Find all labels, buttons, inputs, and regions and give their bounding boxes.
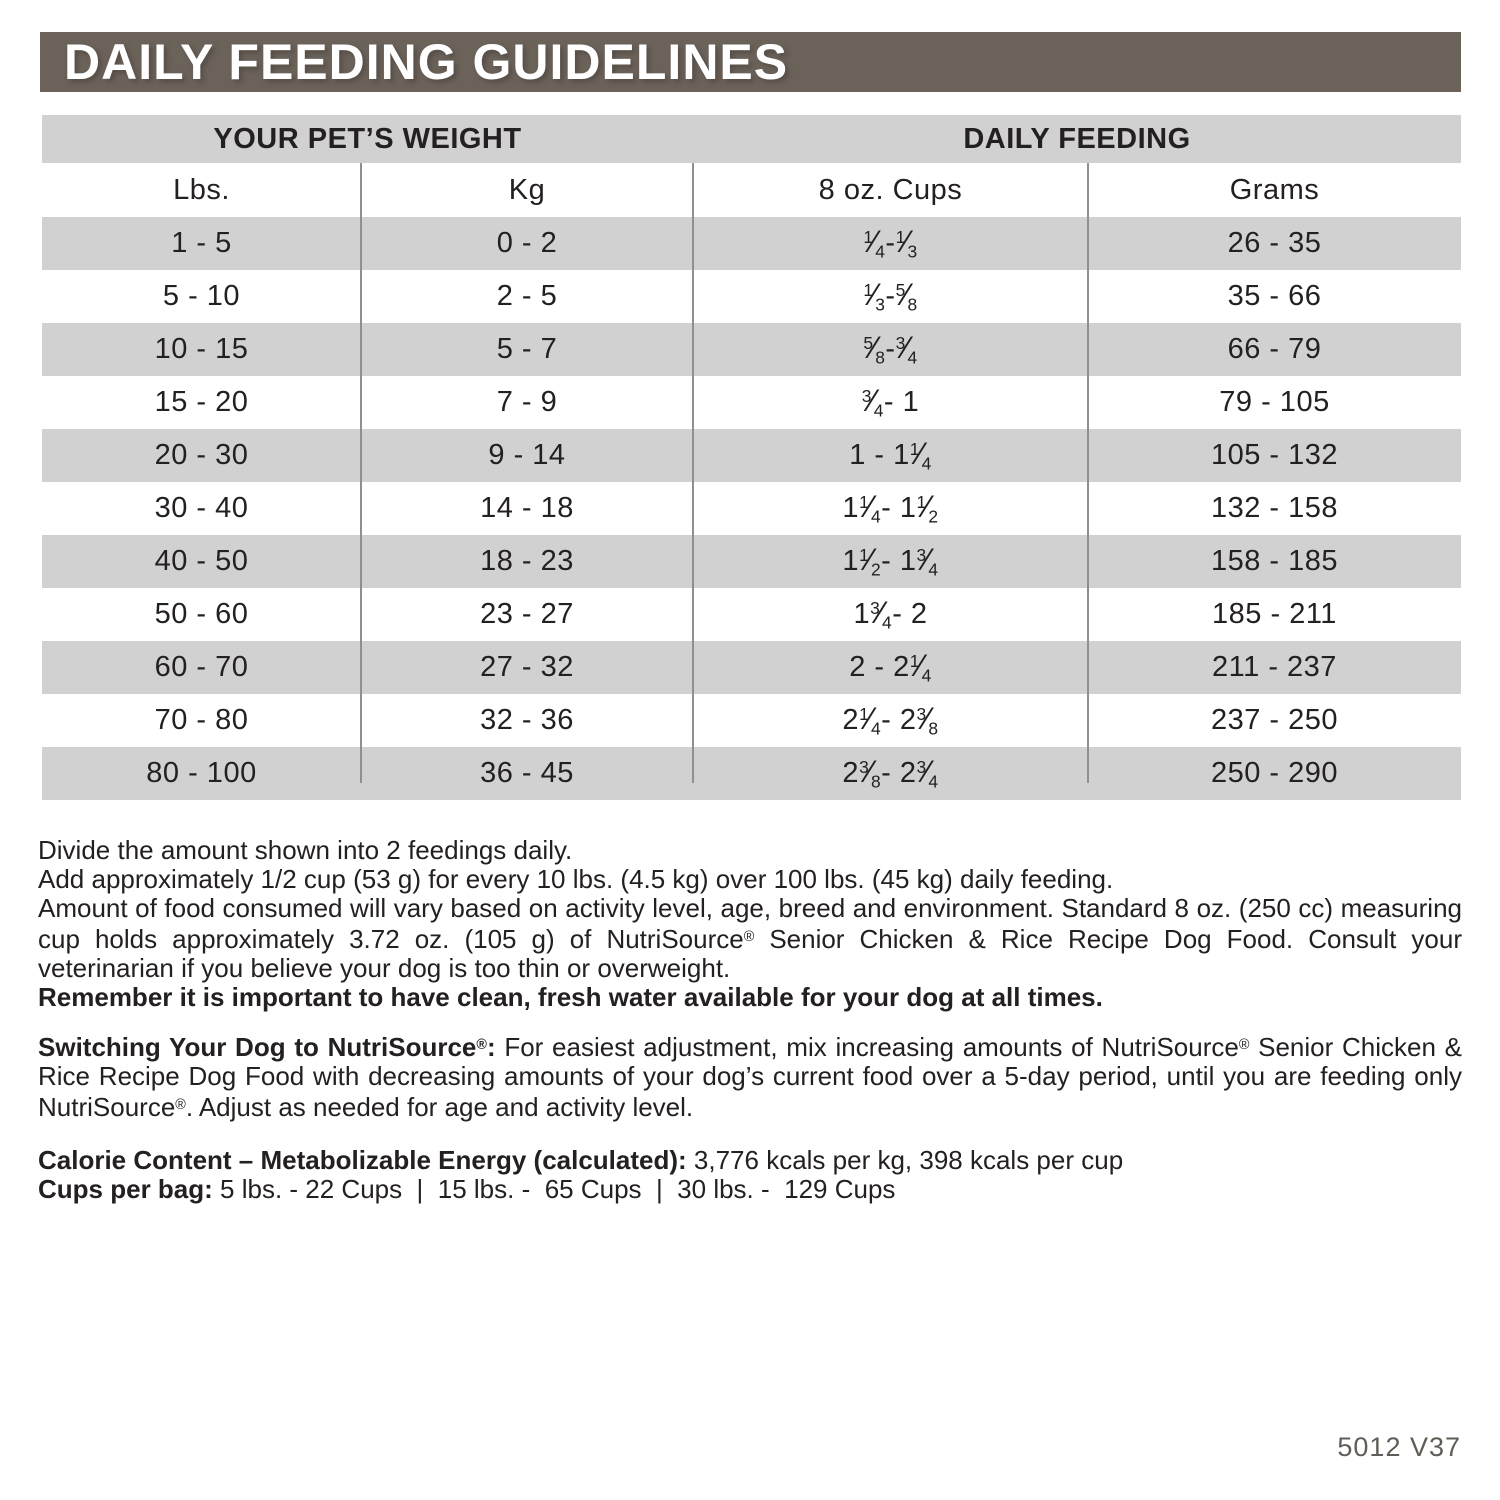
group-header-pet-weight: YOUR PET’S WEIGHT xyxy=(213,122,522,155)
note-text: Divide the amount shown into 2 feedings daily. xyxy=(38,835,573,865)
cell-grams: 35 - 66 xyxy=(1227,280,1322,312)
note-paragraph xyxy=(38,836,1462,865)
note-paragraph xyxy=(38,983,1462,1012)
cell-cups: 1 $^1⁄_4$ - 1 $^1⁄_2$ xyxy=(842,489,939,527)
cell-kg: 36 - 45 xyxy=(480,757,574,789)
cell-grams: 250 - 290 xyxy=(1210,757,1339,789)
cell-lbs: 30 - 40 xyxy=(154,492,249,524)
cell-grams: 79 - 105 xyxy=(1219,386,1330,418)
note-text: Amount of food consumed will vary based on activity level, age, breed and environment. Standard 8 oz. (250 cc) measuring cup holds approximately 3.72 oz. (105 g) of NutriSource® Senior Chicken & Rice Recipe Dog Food. Consult your veterinarian if you believe your dog is too thin or overweight. xyxy=(38,893,1462,984)
page-title: DAILY FEEDING GUIDELINES xyxy=(64,34,789,90)
note-paragraph xyxy=(38,1175,1462,1204)
cell-lbs: 20 - 30 xyxy=(154,439,249,471)
cell-kg: 0 - 2 xyxy=(496,227,558,259)
table-row xyxy=(42,535,1461,588)
column-header-grams: Grams xyxy=(1229,173,1320,206)
table-row xyxy=(42,270,1461,323)
note-paragraph xyxy=(38,1146,1462,1175)
feeding-table xyxy=(42,115,1461,800)
cell-lbs: 80 - 100 xyxy=(146,757,257,789)
cell-lbs: 70 - 80 xyxy=(154,704,249,736)
cell-lbs: 10 - 15 xyxy=(154,333,249,365)
note-text: 3,776 kcals per kg, 398 kcals per cup xyxy=(686,1145,1124,1176)
note-text-bold: Remember it is important to have clean, fresh water available for your dog at all times. xyxy=(38,982,1103,1013)
title-bar xyxy=(40,32,1461,92)
cell-lbs: 5 - 10 xyxy=(162,280,241,312)
table-row xyxy=(42,694,1461,747)
column-header-kg: Kg xyxy=(508,173,546,206)
cell-cups: 1 $^1⁄_2$ - 1 $^3⁄_4$ xyxy=(842,542,939,580)
table-rows xyxy=(42,217,1461,800)
table-row xyxy=(42,588,1461,641)
column-header-cups: 8 oz. Cups xyxy=(818,173,963,206)
note-paragraph xyxy=(38,865,1462,894)
cell-cups: $^5⁄_8$ - $^3⁄_4$ xyxy=(863,330,918,368)
cell-kg: 27 - 32 xyxy=(480,651,574,683)
table-body xyxy=(42,163,1461,800)
cell-grams: 105 - 132 xyxy=(1210,439,1339,471)
cell-grams: 237 - 250 xyxy=(1210,704,1339,736)
cell-grams: 158 - 185 xyxy=(1210,545,1339,577)
cell-grams: 132 - 158 xyxy=(1210,492,1339,524)
note-text-bold: Switching Your Dog to NutriSource®: xyxy=(38,1032,496,1063)
cell-cups: $^3⁄_4$ - 1 xyxy=(861,383,920,421)
note-text-bold: Calorie Content – Metabolizable Energy (calculated): xyxy=(38,1145,687,1176)
cell-lbs: 60 - 70 xyxy=(154,651,249,683)
cell-kg: 2 - 5 xyxy=(496,280,558,312)
table-row xyxy=(42,323,1461,376)
table-row xyxy=(42,747,1461,800)
cell-kg: 18 - 23 xyxy=(480,545,574,577)
table-row xyxy=(42,429,1461,482)
table-row xyxy=(42,217,1461,270)
cell-lbs: 40 - 50 xyxy=(154,545,249,577)
note-paragraph xyxy=(38,894,1462,983)
note-text: For easiest adjustment, mix increasing amounts of NutriSource® Senior Chicken & Rice Recipe Dog Food with decreasing amounts of your dog’s current food over a 5-day period, until you are feeding only NutriSource®. Adjust as needed for age and activity level. xyxy=(38,1032,1462,1123)
product-code: 5012 V37 xyxy=(1337,1432,1461,1462)
cell-grams: 66 - 79 xyxy=(1227,333,1322,365)
cell-cups: 2 $^3⁄_8$ - 2 $^3⁄_4$ xyxy=(842,754,939,792)
column-divider xyxy=(1087,163,1089,783)
note-text-bold: Cups per bag: xyxy=(38,1174,213,1205)
table-row xyxy=(42,376,1461,429)
calorie-notes xyxy=(38,1146,1462,1204)
column-header-lbs: Lbs. xyxy=(173,173,230,206)
feeding-notes xyxy=(38,836,1462,1012)
column-divider xyxy=(360,163,362,783)
cell-kg: 14 - 18 xyxy=(480,492,574,524)
cell-grams: 26 - 35 xyxy=(1227,227,1322,259)
cell-kg: 23 - 27 xyxy=(480,598,574,630)
cell-cups: 2 - 2 $^1⁄_4$ xyxy=(849,648,932,686)
cell-kg: 7 - 9 xyxy=(496,386,558,418)
switching-note xyxy=(38,1031,1462,1122)
cell-cups: 1 $^3⁄_4$ - 2 xyxy=(853,595,928,633)
table-column-header-row xyxy=(42,163,1461,217)
table-row xyxy=(42,641,1461,694)
cell-kg: 5 - 7 xyxy=(496,333,558,365)
cell-kg: 9 - 14 xyxy=(488,439,566,471)
cell-lbs: 1 - 5 xyxy=(171,227,232,259)
cell-lbs: 15 - 20 xyxy=(154,386,249,418)
cell-grams: 211 - 237 xyxy=(1212,651,1337,683)
note-text: 5 lbs. - 22 Cups | 15 lbs. - 65 Cups | 30 lbs. - 129 Cups xyxy=(212,1174,896,1205)
table-row xyxy=(42,482,1461,535)
cell-cups: $^1⁄_4$ - $^1⁄_3$ xyxy=(863,224,918,262)
table-group-header-row xyxy=(42,115,1461,163)
notes xyxy=(38,836,1462,1204)
note-paragraph xyxy=(38,1031,1462,1122)
cell-cups: 1 - 1 $^1⁄_4$ xyxy=(849,436,932,474)
cell-cups: $^1⁄_3$ - $^5⁄_8$ xyxy=(863,277,918,315)
cell-lbs: 50 - 60 xyxy=(154,598,249,630)
cell-cups: 2 $^1⁄_4$ - 2 $^3⁄_8$ xyxy=(842,701,939,739)
cell-grams: 185 - 211 xyxy=(1212,598,1337,630)
column-divider xyxy=(692,163,694,783)
group-header-daily-feeding: DAILY FEEDING xyxy=(963,122,1191,155)
cell-kg: 32 - 36 xyxy=(480,704,574,736)
note-text: Add approximately 1/2 cup (53 g) for every 10 lbs. (4.5 kg) over 100 lbs. (45 kg) daily feeding. xyxy=(38,864,1114,894)
